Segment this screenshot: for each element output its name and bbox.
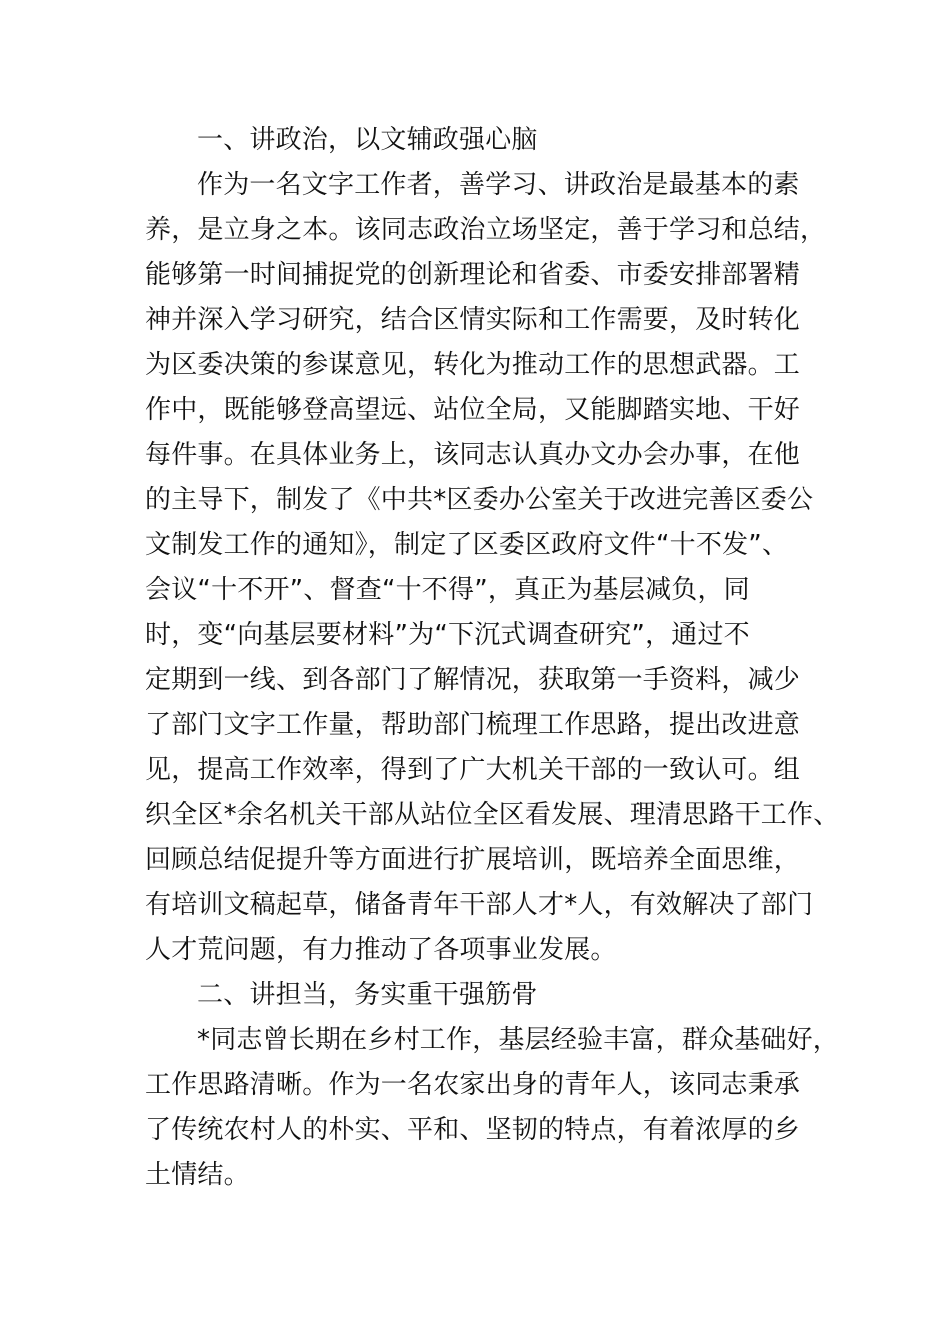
paragraph-line: 定期到一线、到各部门了解情况，获取第一手资料，减少: [145, 665, 801, 695]
paragraph-line: 时，变“向基层要材料”为“下沉式调查研究”，通过不: [145, 620, 750, 650]
paragraph-line: 有培训文稿起草，储备青年干部人才*人，有效解决了部门: [145, 890, 814, 920]
paragraph-line: *同志曾长期在乡村工作，基层经验丰富，群众基础好，: [197, 1025, 840, 1055]
paragraph-line: 每件事。在具体业务上，该同志认真办文办会办事，在他: [145, 440, 801, 470]
paragraph-line: 作中，既能够登高望远、站位全局，又能脚踏实地、干好: [145, 395, 801, 425]
paragraph-line: 人才荒问题，有力推动了各项事业发展。: [145, 935, 617, 965]
paragraph-line: 土情结。: [145, 1160, 250, 1190]
paragraph-line: 了部门文字工作量，帮助部门梳理工作思路，提出改进意: [145, 710, 801, 740]
paragraph-line: 织全区*余名机关干部从站位全区看发展、理清思路干工作、: [145, 800, 840, 830]
paragraph-line: 回顾总结促提升等方面进行扩展培训，既培养全面思维，: [145, 845, 801, 875]
paragraph-line: 工作思路清晰。作为一名农家出身的青年人，该同志秉承: [145, 1070, 801, 1100]
section-heading-1: 一、讲政治，以文辅政强心脑: [197, 125, 538, 155]
section-heading-2: 二、讲担当，务实重干强筋骨: [197, 980, 538, 1010]
paragraph-line: 神并深入学习研究，结合区情实际和工作需要，及时转化: [145, 305, 801, 335]
paragraph-line: 的主导下，制发了《中共*区委办公室关于改进完善区委公: [145, 485, 814, 515]
paragraph-line: 文制发工作的通知》，制定了区委区政府文件“十不发”、: [145, 530, 789, 560]
paragraph-line: 见，提高工作效率，得到了广大机关干部的一致认可。组: [145, 755, 801, 785]
paragraph-line: 作为一名文字工作者，善学习、讲政治是最基本的素: [197, 170, 800, 200]
paragraph-line: 能够第一时间捕捉党的创新理论和省委、市委安排部署精: [145, 260, 801, 290]
document-body: [145, 118, 840, 1198]
paragraph-line: 为区委决策的参谋意见，转化为推动工作的思想武器。工: [145, 350, 801, 380]
paragraph-line: 养，是立身之本。该同志政治立场坚定，善于学习和总结，: [145, 215, 827, 245]
paragraph-line: 会议“十不开”、督查“十不得”，真正为基层减负，同: [145, 575, 750, 605]
paragraph-line: 了传统农村人的朴实、平和、坚韧的特点，有着浓厚的乡: [145, 1115, 801, 1145]
